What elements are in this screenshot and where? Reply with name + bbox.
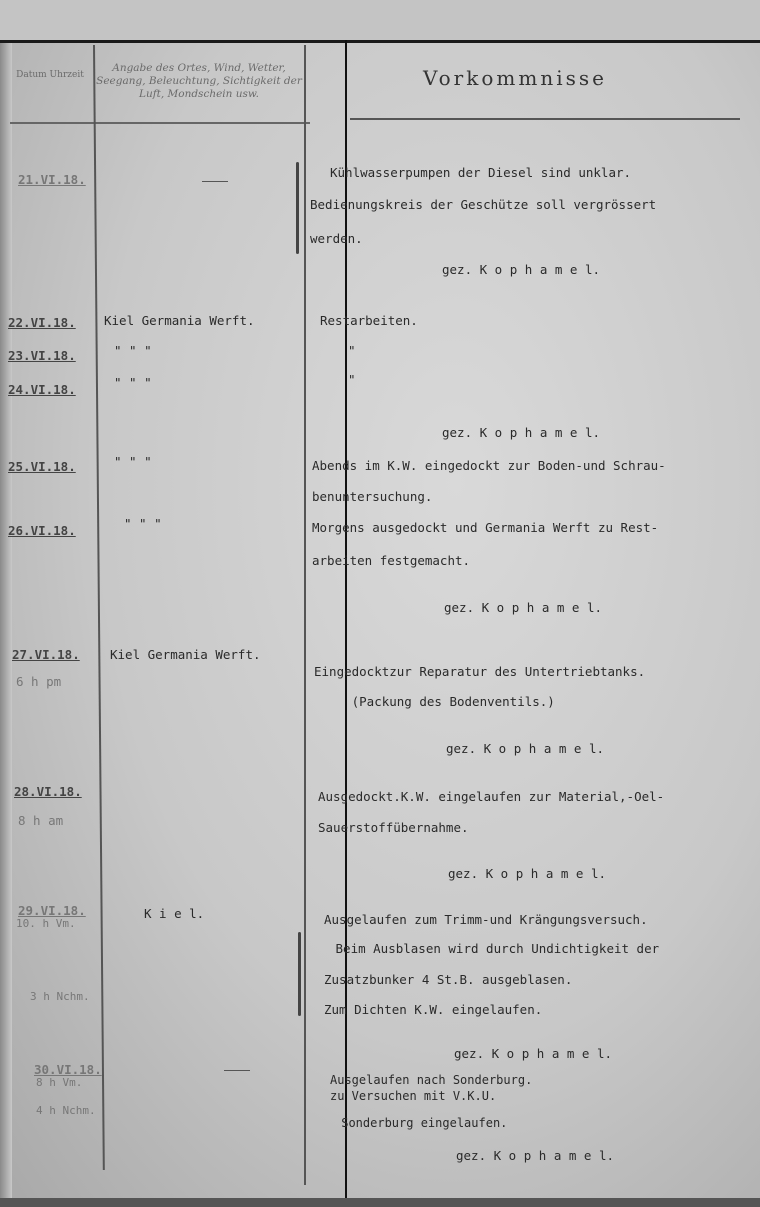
entry-date: 29.VI.18. xyxy=(18,903,86,918)
entry-time: 3 h Nchm. xyxy=(30,990,90,1003)
signature: gez. K o p h a m e l. xyxy=(442,425,601,440)
margin-bracket xyxy=(296,162,299,254)
column-rule-2 xyxy=(304,45,306,1185)
entry-line: Eingedocktzur Reparatur des Untertriebtanks. xyxy=(314,664,646,679)
entry-line: Bedienungskreis der Geschütze soll vergrössert xyxy=(310,197,657,212)
entry-place: Kiel Germania Werft. xyxy=(104,313,255,328)
left-shadow xyxy=(0,40,12,1200)
entry-time: 10. h Vm. xyxy=(16,917,76,930)
ditto-dash xyxy=(202,181,228,182)
entry-line: Kühlwasserpumpen der Diesel sind unklar. xyxy=(330,165,632,180)
header-rule-left xyxy=(10,122,310,124)
entry-date: 23.VI.18. xyxy=(8,348,76,363)
signature: gez. K o p h a m e l. xyxy=(454,1046,613,1061)
place-column-header: Angabe des Ortes, Wind, Wetter, Seegang, Beleuchtung, Sichtigkeit der Luft, Mondschein usw. xyxy=(96,62,302,101)
events-column-header: Vorkommnisse xyxy=(423,66,607,90)
entry-line: Ausgelaufen zum Trimm-und Krängungsversuch. xyxy=(324,912,648,927)
signature: gez. K o p h a m e l. xyxy=(444,600,603,615)
signature: gez. K o p h a m e l. xyxy=(442,262,601,277)
entry-line: Zusatzbunker 4 St.B. ausgeblasen. xyxy=(324,972,573,987)
entry-line: Restarbeiten. xyxy=(320,313,418,328)
entry-time: 4 h Nchm. xyxy=(36,1104,96,1117)
entry-place: " " " xyxy=(114,375,152,390)
signature: gez. K o p h a m e l. xyxy=(448,866,607,881)
signature: gez. K o p h a m e l. xyxy=(456,1148,615,1163)
column-rule-1 xyxy=(93,45,105,1170)
entry-line: Ausgedockt.K.W. eingelaufen zur Material,-Oel- xyxy=(318,789,665,804)
entry-date: 22.VI.18. xyxy=(8,315,76,330)
entry-line: Ausgelaufen nach Sonderburg. xyxy=(330,1073,533,1087)
ditto-dash xyxy=(224,1070,250,1071)
entry-date: 30.VI.18. xyxy=(34,1062,102,1077)
entry-line: arbeiten festgemacht. xyxy=(312,553,471,568)
bottom-edge xyxy=(0,1198,760,1207)
entry-line: " xyxy=(348,372,356,387)
entry-line: Zum Dichten K.W. eingelaufen. xyxy=(324,1002,543,1017)
margin-bracket xyxy=(298,932,301,1016)
entry-date: 24.VI.18. xyxy=(8,382,76,397)
entry-line: Beim Ausblasen wird durch Undichtigkeit der xyxy=(328,941,660,956)
entry-time: 8 h am xyxy=(18,813,64,828)
entry-place: " " " xyxy=(114,454,152,469)
entry-line: werden. xyxy=(310,231,363,246)
entry-line: " xyxy=(348,343,356,358)
top-rule xyxy=(0,40,760,43)
date-column-header: Datum Uhrzeit xyxy=(16,70,84,80)
entry-line: Morgens ausgedockt und Germania Werft zu Rest- xyxy=(312,520,659,535)
entry-place: " " " xyxy=(114,343,152,358)
entry-time: 8 h Vm. xyxy=(36,1076,83,1089)
entry-date: 28.VI.18. xyxy=(14,784,82,799)
header-rule-right xyxy=(350,118,740,120)
top-strip xyxy=(0,0,760,40)
entry-line: Abends im K.W. eingedockt zur Boden-und Schrau- xyxy=(312,458,666,473)
entry-place: " " " xyxy=(124,516,162,531)
entry-date: 26.VI.18. xyxy=(8,523,76,538)
entry-date: 25.VI.18. xyxy=(8,459,76,474)
entry-date: 27.VI.18. xyxy=(12,647,80,662)
entry-line: (Packung des Bodenventils.) xyxy=(314,694,555,709)
entry-line: Sonderburg eingelaufen. xyxy=(334,1116,508,1130)
entry-line: zu Versuchen mit V.K.U. xyxy=(330,1089,497,1103)
microfilm-line xyxy=(345,40,347,1200)
entry-place: K i e l. xyxy=(144,906,205,921)
entry-line: Sauerstoffübernahme. xyxy=(318,820,469,835)
signature: gez. K o p h a m e l. xyxy=(446,741,605,756)
entry-line: benuntersuchung. xyxy=(312,489,433,504)
entry-date: 21.VI.18. xyxy=(18,172,86,187)
entry-time: 6 h pm xyxy=(16,674,62,689)
entry-place: Kiel Germania Werft. xyxy=(110,647,261,662)
